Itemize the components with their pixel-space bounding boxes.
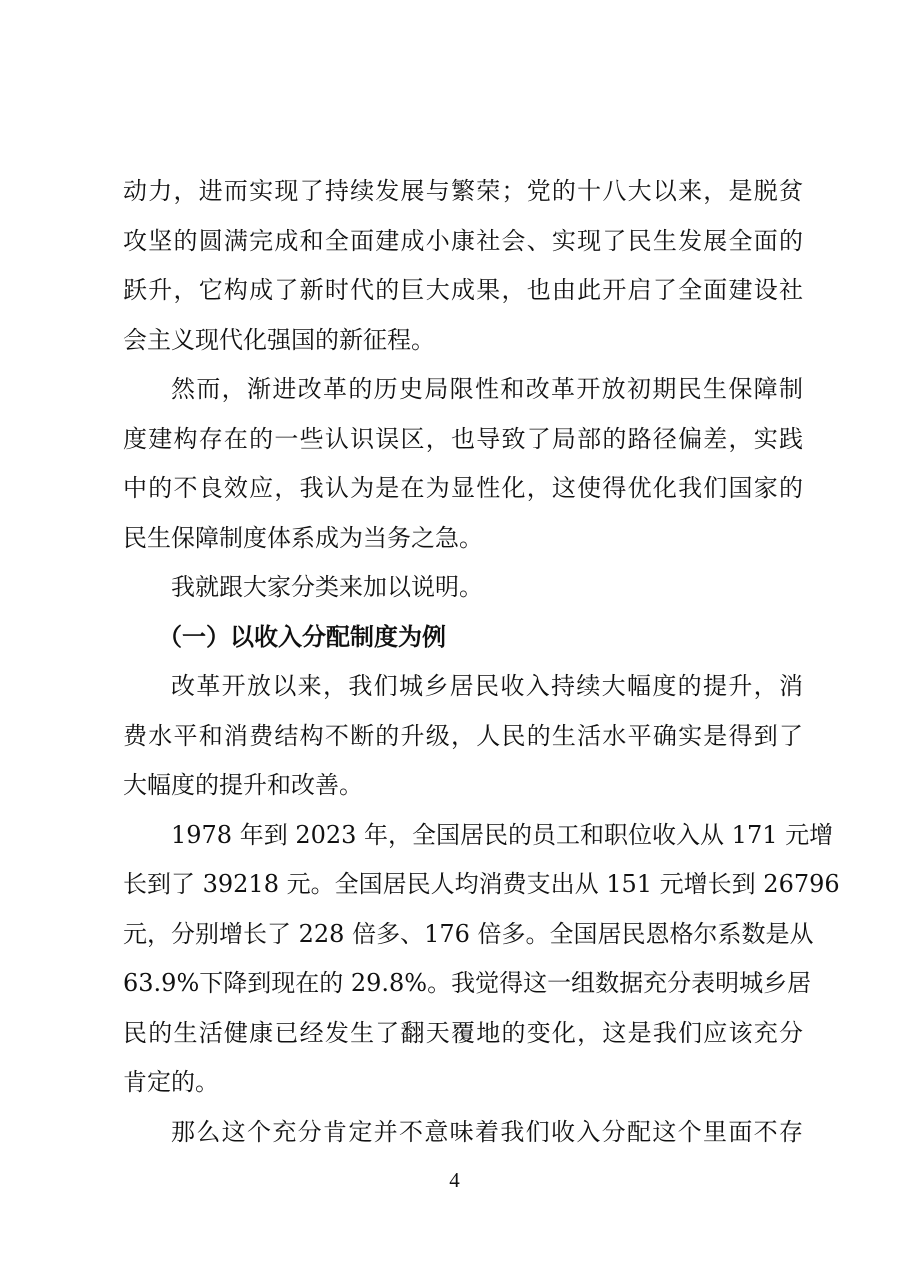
- paragraph-line: 民生保障制度体系成为当务之急。: [123, 523, 483, 552]
- paragraph-line: 民的生活健康已经发生了翻天覆地的变化，这是我们应该充分: [123, 1018, 803, 1047]
- paragraph-line: 动力，进而实现了持续发展与繁荣；党的十八大以来，是脱贫: [123, 177, 803, 205]
- paragraph-line: 长到了 39218 元。全国居民人均消费支出从 151 元增长到 26796: [123, 870, 840, 898]
- paragraph-line: 费水平和消费结构不断的升级，人民的生活水平确实是得到了: [123, 721, 803, 750]
- paragraph-line: 那么这个充分肯定并不意味着我们收入分配这个里面不存: [171, 1117, 803, 1146]
- paragraph-line: 元，分别增长了 228 倍多、176 倍多。全国居民恩格尔系数是从: [123, 919, 814, 948]
- paragraph-line: 然而，渐进改革的历史局限性和改革开放初期民生保障制: [171, 375, 803, 403]
- paragraph-line: 跃升，它构成了新时代的巨大成果，也由此开启了全面建设社: [123, 276, 803, 304]
- paragraph-line: 肯定的。: [123, 1068, 219, 1096]
- paragraph-line: 会主义现代化强国的新征程。: [123, 325, 435, 354]
- paragraph-line: 改革开放以来，我们城乡居民收入持续大幅度的提升，消: [171, 672, 803, 700]
- paragraph-line: 度建构存在的一些认识误区，也导致了局部的路径偏差，实践: [123, 424, 803, 453]
- paragraph-line: 中的不良效应，我认为是在为显性化，这使得优化我们国家的: [123, 474, 803, 502]
- page-number: 4: [449, 1168, 460, 1192]
- paragraph-line: 我就跟大家分类来加以说明。: [171, 573, 483, 601]
- paragraph-line: 63.9%下降到现在的 29.8%。我觉得这一组数据充分表明城乡居: [123, 969, 812, 997]
- paragraph-line: 攻坚的圆满完成和全面建成小康社会、实现了民生发展全面的: [123, 226, 803, 255]
- paragraph-line: 大幅度的提升和改善。: [123, 771, 363, 799]
- paragraph-line: 1978 年到 2023 年，全国居民的员工和职位收入从 171 元增: [171, 820, 834, 849]
- section-heading: （一）以收入分配制度为例: [158, 622, 446, 651]
